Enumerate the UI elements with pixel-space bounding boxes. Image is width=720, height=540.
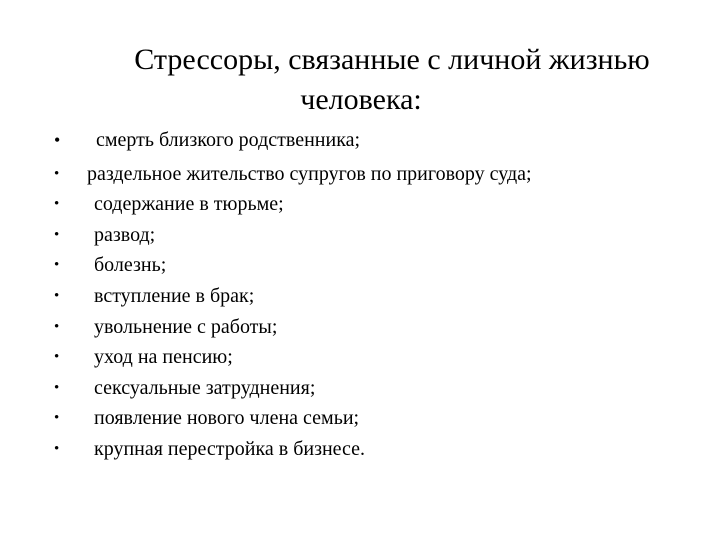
list-item-text: развод;	[94, 223, 156, 246]
list-item-text: раздельное жительство супругов по приговору суда;	[87, 162, 532, 185]
bullet-icon: •	[54, 226, 60, 243]
bullet-icon: •	[54, 440, 60, 457]
list-item-text: увольнение с работы;	[94, 315, 278, 338]
title-line-2: человека:	[300, 83, 422, 116]
slide-title	[0, 40, 720, 120]
list-item-text: содержание в тюрьме;	[94, 193, 284, 216]
bullet-icon: •	[54, 130, 61, 150]
bullet-icon: •	[54, 410, 60, 427]
list-item-text: уход на пенсию;	[94, 346, 233, 369]
list-item-text: сексуальные затруднения;	[94, 376, 316, 399]
list-item-text: вступление в брак;	[94, 284, 255, 307]
bullet-icon: •	[54, 349, 60, 366]
bullet-icon: •	[54, 379, 60, 396]
list-item-text: смерть близкого родственника;	[96, 129, 361, 151]
list-item-text: болезнь;	[94, 254, 167, 277]
list-item-text: крупная перестройка в бизнесе.	[94, 437, 366, 460]
bullet-icon: •	[54, 287, 60, 304]
bullet-icon: •	[54, 196, 60, 213]
title-line-1: Стрессоры, связанные с личной жизнью	[134, 43, 650, 76]
bullet-icon: •	[54, 165, 60, 182]
bullet-icon: •	[54, 257, 60, 274]
list-item-text: появление нового члена семьи;	[94, 407, 360, 430]
bullet-icon: •	[54, 318, 60, 335]
